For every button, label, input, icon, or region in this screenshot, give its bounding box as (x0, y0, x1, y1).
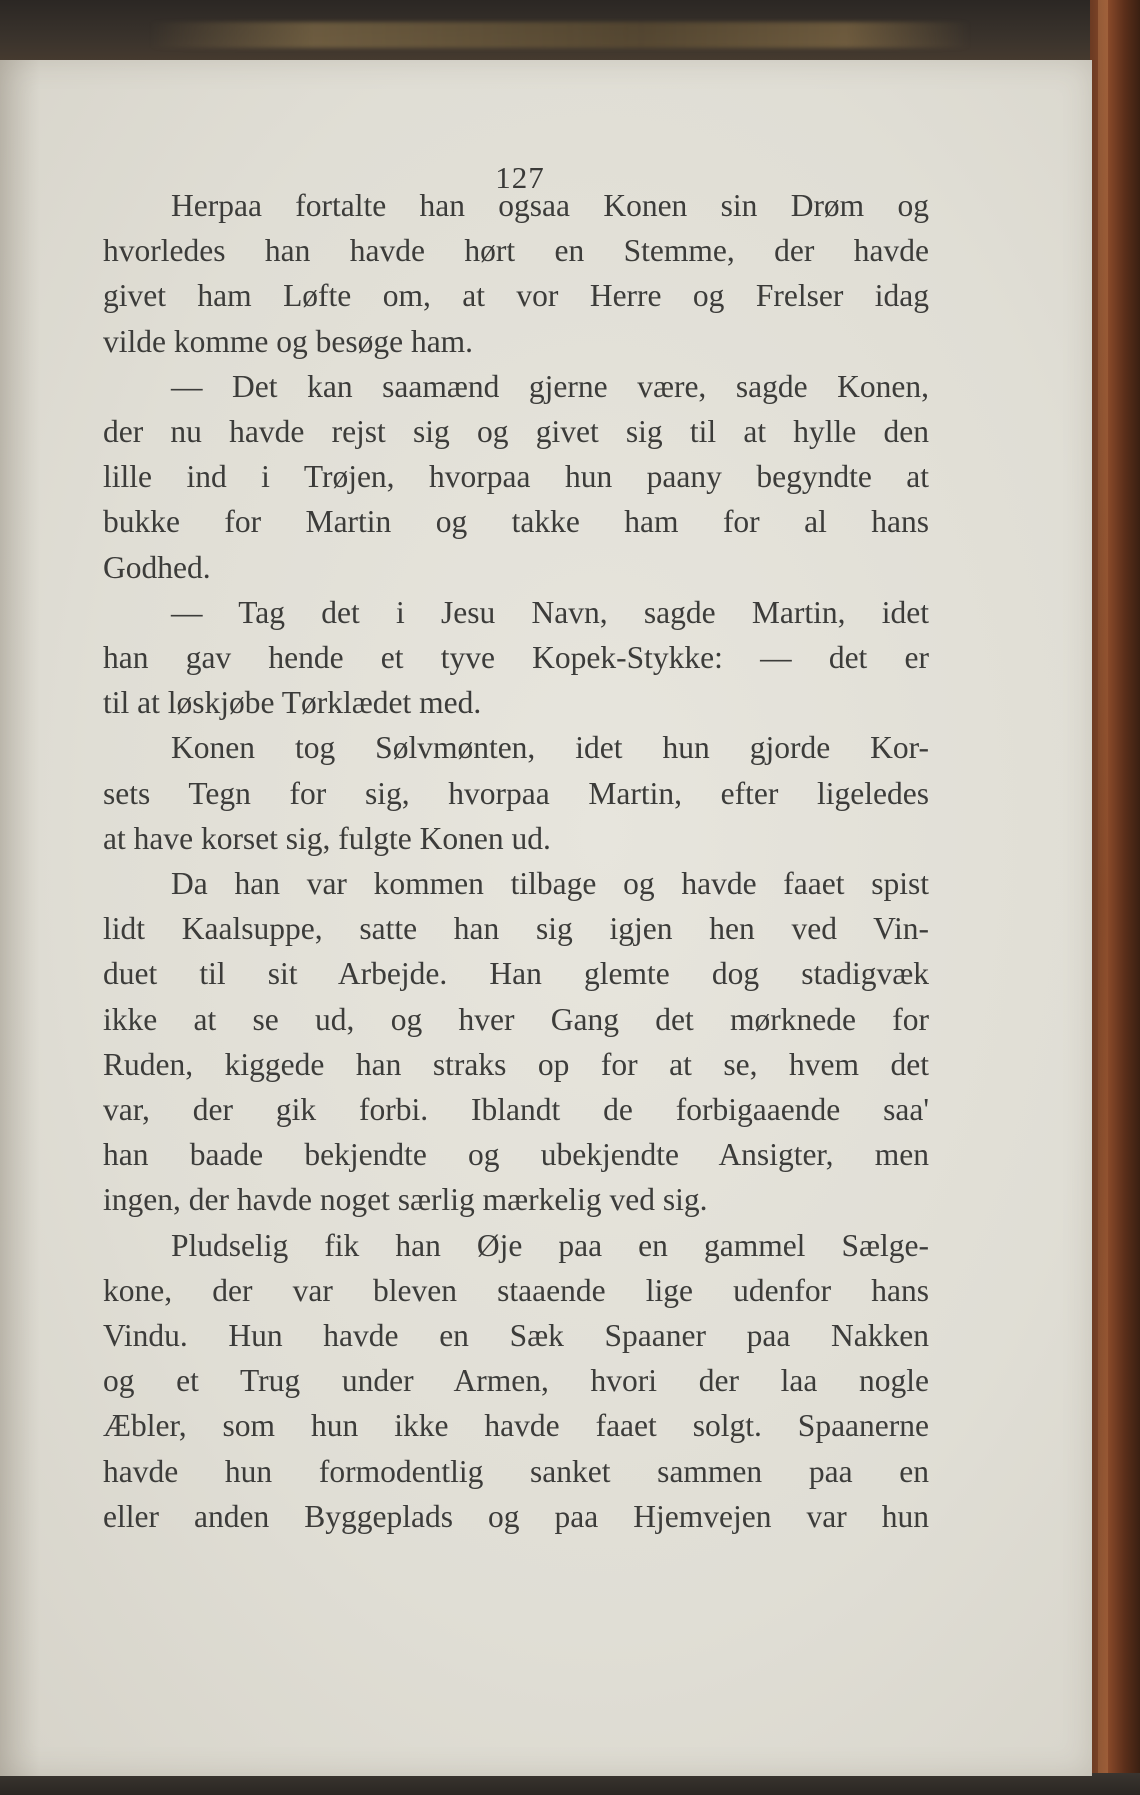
text-line: Æbler, som hun ikke havde faaet solgt. Spaanerne (103, 1408, 929, 1444)
text-line: der nu havde rejst sig og givet sig til at hylle den (103, 414, 929, 450)
text-line: bukke for Martin og takke ham for al hans (103, 504, 929, 540)
body-text (103, 183, 929, 1539)
text-line: ikke at se ud, og hver Gang det mørknede for (103, 1001, 929, 1037)
gilt-edge-decoration (150, 22, 970, 48)
paragraph (103, 1223, 929, 1539)
text-line: eller anden Byggeplads og paa Hjemvejen var hun (103, 1498, 929, 1534)
text-line: var, der gik forbi. Iblandt de forbigaaende saa' (103, 1092, 929, 1128)
text-line: og et Trug under Armen, hvori der laa nogle (103, 1363, 929, 1399)
text-line: Ruden, kiggede han straks op for at se, hvem det (103, 1046, 929, 1082)
text-line: — Det kan saamænd gjerne være, sagde Konen, (171, 368, 929, 404)
paragraph (103, 364, 929, 590)
text-line: han baade bekjendte og ubekjendte Ansigter, men (103, 1137, 929, 1173)
paragraph (103, 861, 929, 1223)
text-line: lidt Kaalsuppe, satte han sig igjen hen ved Vin- (103, 911, 929, 947)
book-bottom-binding (0, 1773, 1140, 1795)
page-gutter-shadow (0, 60, 40, 1776)
text-line: til at løskjøbe Tørklædet med. (103, 685, 482, 721)
paragraph (103, 590, 929, 726)
book-spine-edge (1090, 0, 1140, 1795)
text-line: hvorledes han havde hørt en Stemme, der havde (103, 233, 929, 269)
paragraph (103, 183, 929, 364)
text-line: — Tag det i Jesu Navn, sagde Martin, idet (171, 594, 929, 630)
page-number: 127 (495, 160, 545, 195)
text-line: at have korset sig, fulgte Konen ud. (103, 820, 551, 856)
text-line: givet ham Løfte om, at vor Herre og Frelser idag (103, 278, 929, 314)
text-line: ingen, der havde noget særlig mærkelig ved sig. (103, 1182, 708, 1218)
text-line: Konen tog Sølvmønten, idet hun gjorde Kor- (171, 730, 929, 766)
text-line: kone, der var bleven staaende lige udenfor hans (103, 1272, 929, 1308)
text-line: vilde komme og besøge ham. (103, 323, 474, 359)
text-line: havde hun formodentlig sanket sammen paa en (103, 1453, 929, 1489)
text-line: duet til sit Arbejde. Han glemte dog stadigvæk (103, 956, 929, 992)
text-line: Godhed. (103, 549, 211, 585)
paragraph (103, 725, 929, 861)
text-line: Pludselig fik han Øje paa en gammel Sælge- (171, 1227, 929, 1263)
text-line: lille ind i Trøjen, hvorpaa hun paany begyndte at (103, 459, 929, 495)
text-line: han gav hende et tyve Kopek-Stykke: — det er (103, 640, 929, 676)
text-line: sets Tegn for sig, hvorpaa Martin, efter ligeledes (103, 775, 929, 811)
text-line: Vindu. Hun havde en Sæk Spaaner paa Nakken (103, 1318, 929, 1354)
leather-streak (1098, 0, 1108, 1795)
text-line: Da han var kommen tilbage og havde faaet spist (171, 866, 929, 902)
text-line: Herpaa fortalte han ogsaa Konen sin Drøm og (171, 188, 929, 223)
